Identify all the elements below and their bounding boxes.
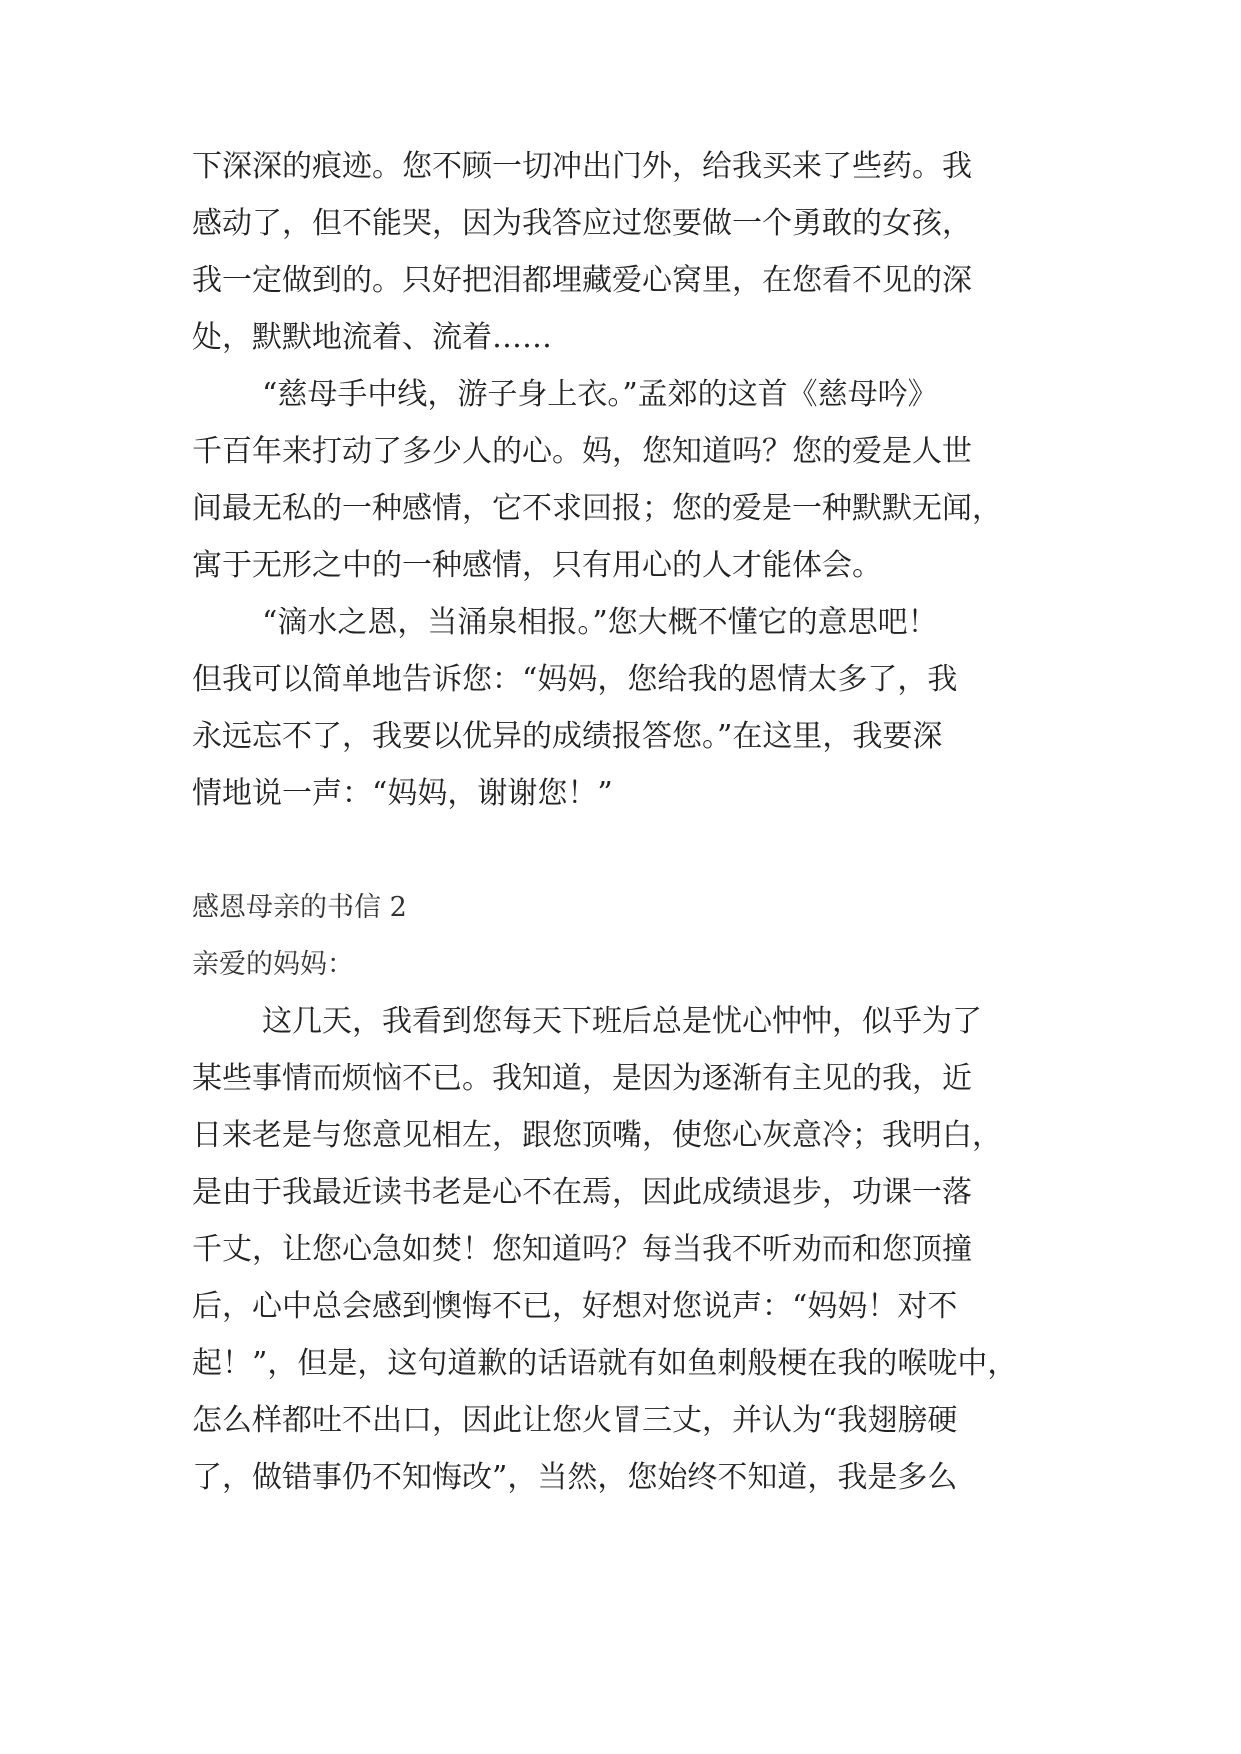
text-line: 怎么样都吐不出口，因此让您火冒三丈，并认为“我翅膀硬 [192, 1403, 958, 1438]
text-line: 后，心中总会感到懊悔不已，好想对您说声：“妈妈！对不 [192, 1289, 958, 1324]
text-line: 永远忘不了，我要以优异的成绩报答您。”在这里，我要深 [192, 719, 943, 754]
text-line: 千百年来打动了多少人的心。妈，您知道吗？您的爱是人世 [192, 434, 972, 469]
text-line: 处，默默地流着、流着…… [192, 320, 552, 355]
section-title: 感恩母亲的书信 2 [192, 892, 407, 923]
text-line: 我一定做到的。只好把泪都埋藏爱心窝里，在您看不见的深 [192, 263, 972, 298]
paragraph-first-line: “滴水之恩，当涌泉相报。”您大概不懂它的意思吧！ [262, 605, 938, 640]
text-line: 是由于我最近读书老是心不在焉，因此成绩退步，功课一落 [192, 1175, 972, 1210]
text-line: 某些事情而烦恼不已。我知道，是因为逐渐有主见的我，近 [192, 1061, 972, 1096]
text-line: 寓于无形之中的一种感情，只有用心的人才能体会。 [192, 548, 882, 583]
text-line: 下深深的痕迹。您不顾一切冲出门外，给我买来了些药。我 [192, 149, 972, 184]
text-line: 但我可以简单地告诉您：“妈妈，您给我的恩情太多了，我 [192, 662, 958, 697]
salutation: 亲爱的妈妈： [192, 949, 354, 980]
paragraph-first-line: “慈母手中线，游子身上衣。”孟郊的这首《慈母吟》 [262, 377, 938, 412]
text-line: 日来老是与您意见相左，跟您顶嘴，使您心灰意冷；我明白， [192, 1118, 1002, 1153]
text-line: 了，做错事仍不知悔改”，当然，您始终不知道，我是多么 [192, 1460, 958, 1495]
text-line: 间最无私的一种感情，它不求回报；您的爱是一种默默无闻， [192, 491, 1002, 526]
text-line: 情地说一声：“妈妈，谢谢您！” [192, 776, 613, 811]
text-line: 千丈，让您心急如焚！您知道吗？每当我不听劝而和您顶撞 [192, 1232, 972, 1267]
paragraph-first-line: 这几天，我看到您每天下班后总是忧心忡忡，似乎为了 [262, 1004, 982, 1039]
text-line: 起！”，但是，这句道歉的话语就有如鱼刺般梗在我的喉咙中， [192, 1346, 1018, 1381]
text-line: 感动了，但不能哭，因为我答应过您要做一个勇敢的女孩， [192, 206, 972, 241]
